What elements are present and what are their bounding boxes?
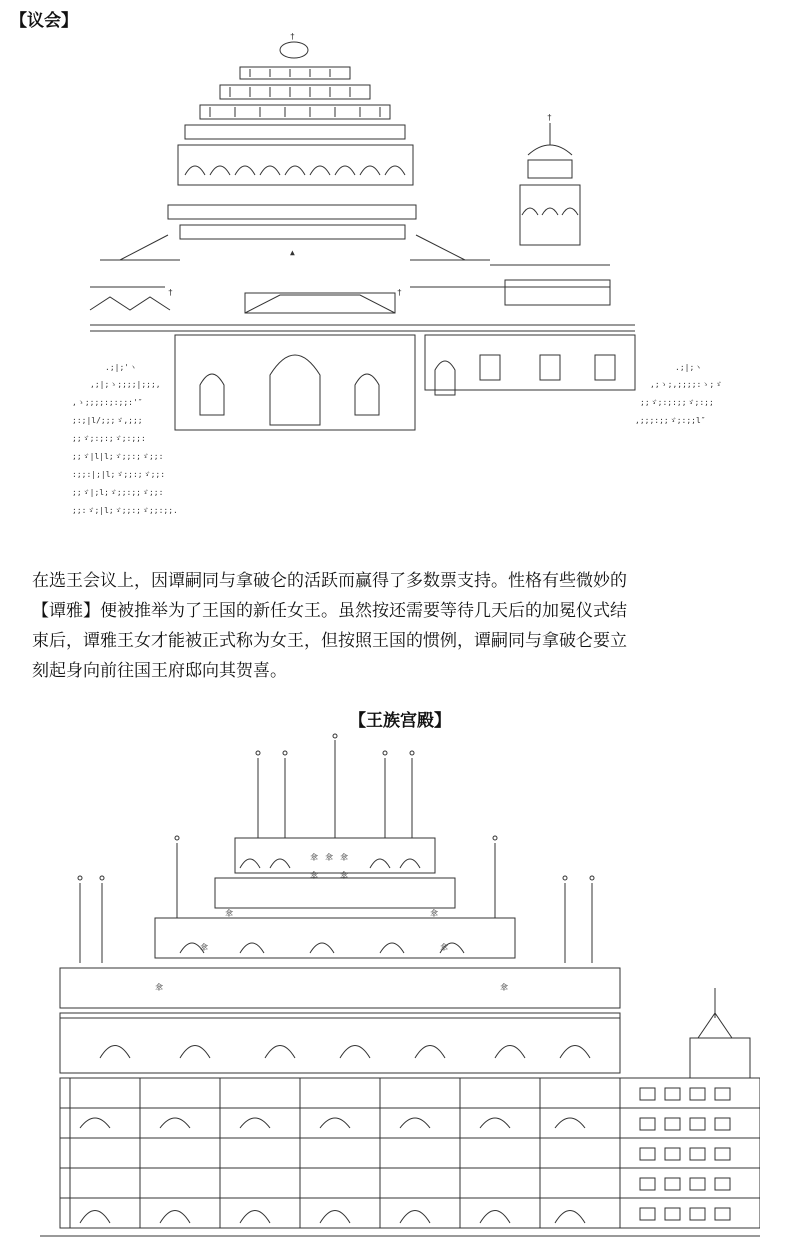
paragraph-line: 【谭雅】便被推举为了王国的新任女王。虽然按还需要等待几天后的加冕仪式结 (32, 601, 627, 621)
svg-text:;;ゞ;:;:;ゞ;:;;:: ;;ゞ;:;:;ゞ;:;;: (72, 434, 146, 443)
parliament-ascii-art (50, 25, 770, 540)
umbrella-ornament: 傘 (325, 853, 333, 862)
palace-spires (78, 734, 732, 1038)
tower-cross: † (547, 113, 552, 122)
umbrella-ornament: 傘 (310, 871, 318, 880)
palace-columns (70, 1078, 620, 1228)
svg-text:.;|;'ヽ: .;|;'ヽ (105, 363, 138, 372)
svg-text:;;ゞ|l|l;ゞ;;:;ゞ;;:: ;;ゞ|l|l;ゞ;;:;ゞ;;: (72, 452, 164, 461)
right-cross: † (397, 288, 402, 297)
umbrella-ornament: 傘 (430, 909, 438, 918)
svg-text:,;|;ゝ;;;;|;;;,: ,;|;ゝ;;;;|;;;, (90, 380, 161, 389)
paragraph-line: 在选王会议上，因谭嗣同与拿破仑的活跃而赢得了多数票支持。性格有些微妙的 (32, 571, 627, 591)
side-tower (520, 113, 580, 245)
trees-right (635, 363, 722, 425)
umbrella-ornament: 傘 (310, 853, 318, 862)
svg-text:,;;;:;;ゞ;:;;l″: ,;;;:;;ゞ;:;;l″ (635, 416, 706, 425)
svg-text:,ゝ;;;;:;:;;:'″: ,ゝ;;;;:;:;;:'″ (72, 398, 143, 407)
palace-tiers (40, 838, 760, 1236)
main-dome (168, 67, 416, 239)
story-paragraph (32, 566, 792, 686)
umbrella-ornament: 傘 (340, 871, 348, 880)
royal-palace-ascii-art (40, 728, 760, 1243)
dome-cross: † (290, 32, 295, 41)
umbrella-ornament: 傘 (500, 983, 508, 992)
paragraph-line: 束后，谭雅王女才能被正式称为女王，但按照王国的惯例，谭嗣同与拿破仑要立 (32, 631, 627, 651)
left-cross: † (168, 288, 173, 297)
svg-text:;;ゞ|;l;ゞ;;:;;ゞ;;:: ;;ゞ|;l;ゞ;;:;;ゞ;;: (72, 488, 164, 497)
umbrella-ornament: 傘 (440, 943, 448, 952)
svg-text:.;|;ヽ: .;|;ヽ (675, 363, 703, 372)
svg-text:,;ゝ;,;;;;:ゝ;ゞ: ,;ゝ;,;;;;:ゝ;ゞ (650, 380, 723, 389)
svg-text:;:;|l/;;;ゞ,;;;: ;:;|l/;;;ゞ,;;; (72, 416, 143, 425)
paragraph-line: 刻起身向前往国王府邸向其贺喜。 (32, 661, 287, 681)
royal-palace-heading: 【王族宫殿】 (349, 711, 451, 731)
umbrella-ornament: 傘 (340, 853, 348, 862)
svg-text::;;:|;|l;ゞ;;:;ゞ;;:: :;;:|;|l;ゞ;;:;ゞ;;: (72, 470, 166, 479)
umbrella-ornament: 傘 (155, 983, 163, 992)
parliament-heading: 【议会】 (10, 11, 78, 31)
central-peak: ▲ (290, 248, 295, 257)
trees-left (72, 363, 178, 515)
umbrella-ornament: 傘 (200, 943, 208, 952)
parliament-facade (175, 335, 635, 430)
svg-text:;;ゞ;:;:;;ゞ;:;;: ;;ゞ;:;:;;ゞ;:;; (640, 398, 714, 407)
svg-text:;;:ゞ;|l;ゞ;;:;ゞ;;:;;.: ;;:ゞ;|l;ゞ;;:;ゞ;;:;;. (72, 506, 178, 515)
umbrella-ornament: 傘 (225, 909, 233, 918)
